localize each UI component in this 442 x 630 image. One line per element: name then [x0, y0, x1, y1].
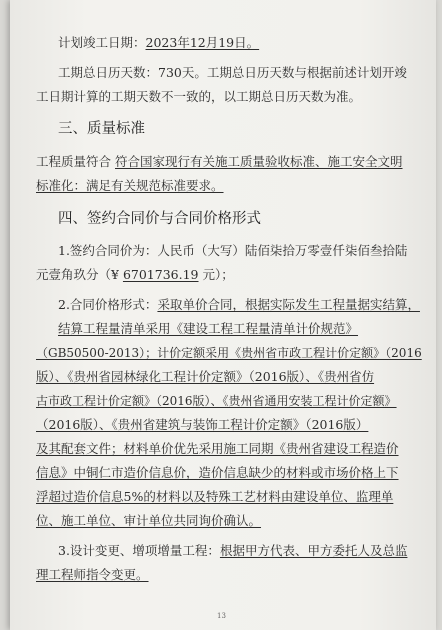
- price-form-line-1: [58, 296, 420, 314]
- quality-standard-text: 符合国家现行有关施工质量验收标准、施工安全文明: [115, 154, 403, 169]
- completion-date-label: 计划竣工日期：: [58, 35, 146, 50]
- design-change-label: 3.设计变更、增项增量工程：: [58, 543, 220, 558]
- contract-price-line-1: 1.签约合同价为：人民币（大写）陆佰柒拾万零壹仟柒佰叁拾陆: [58, 243, 408, 258]
- design-change-text: 根据甲方代表、甲方委托人及总监: [219, 543, 408, 558]
- price-form-text-10: 位、施工单位、审计单位共同询价确认。: [36, 513, 262, 528]
- price-form-text-3: （GB50500-2013）；计价定额采用《贵州省市政工程计价定额》（2016: [36, 346, 422, 360]
- duration-line-1: 工期总日历天数：730天。工期总日历天数与根据前述计划开竣: [58, 65, 407, 80]
- price-form-text-9: 浮超过造价信息5%的材料以及特殊工艺材料由建设单位、监理单: [36, 489, 394, 504]
- page-number: 13: [217, 612, 226, 620]
- price-form-text-7: 及其配套文件；材料单价优先采用施工同期《贵州省建设工程造价: [36, 441, 399, 456]
- price-prefix: 元壹角玖分（¥: [36, 267, 119, 282]
- price-form-text-4: 版）、《贵州省园林绿化工程计价定额》（2016版）、《贵州省仿: [36, 369, 375, 384]
- price-form-text-2: 结算工程量清单采用《建设工程工程量清单计价规范》: [58, 321, 359, 336]
- quality-line-2: [36, 177, 224, 195]
- design-change-text-2: 理工程师指令变更。: [36, 567, 149, 582]
- quality-label: 工程质量符合: [36, 154, 112, 169]
- price-suffix: 元）；: [202, 267, 234, 282]
- section-4-heading: 四、签约合同价与合同价格形式: [58, 211, 261, 227]
- duration-line-2: 工日期计算的工期天数不一致的，以工期总日历天数为准。: [36, 89, 362, 104]
- contract-price-line-2: [36, 266, 234, 284]
- price-form-text: 采取单价合同，根据实际发生工程量据实结算，: [157, 297, 420, 312]
- price-form-line-3: [36, 344, 422, 362]
- design-change-line-1: [58, 542, 407, 560]
- price-form-line-7: [36, 440, 399, 458]
- price-form-line-6: [36, 416, 368, 434]
- price-form-line-10: [36, 512, 261, 530]
- price-form-text-5: 古市政工程计价定额》（2016版）、《贵州省通用安装工程计价定额》: [36, 394, 397, 408]
- price-form-text-6: （2016版）、《贵州省建筑与装饰工程计价定额》（2016版）: [36, 417, 369, 432]
- quality-standard-text-2: 标准化：满足有关规范标准要求。: [36, 178, 224, 193]
- completion-date-value: 2023年12月19日。: [145, 35, 260, 50]
- design-change-line-2: [36, 566, 149, 584]
- section-3-heading: 三、质量标准: [58, 121, 145, 137]
- quality-line-1: [36, 153, 403, 171]
- document-page: [10, 0, 436, 630]
- price-form-line-9: [36, 488, 393, 506]
- price-form-text-8: 信息》中铜仁市造价信息价，造价信息缺少的材料或市场价格上下: [36, 465, 399, 480]
- price-form-line-8: [36, 464, 399, 482]
- price-amount: 6701736.19: [122, 267, 199, 282]
- price-form-line-4: [36, 368, 374, 386]
- price-form-line-2: [58, 320, 358, 338]
- price-form-line-5: [36, 392, 397, 410]
- price-form-label: 2.合同价格形式：: [58, 297, 158, 312]
- completion-date-line: [58, 34, 259, 52]
